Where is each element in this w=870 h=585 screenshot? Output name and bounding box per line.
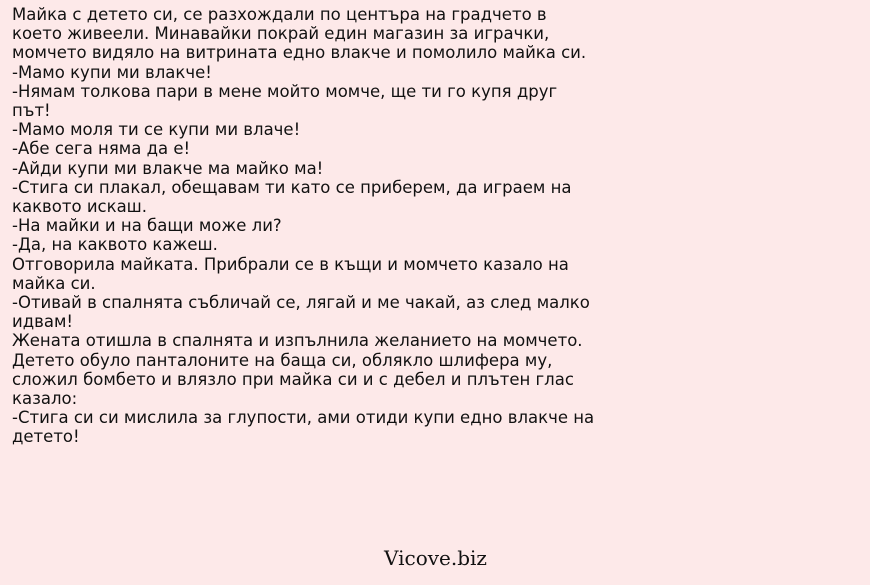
joke-line: -Мамо моля ти се купи ми влаче! bbox=[12, 120, 301, 140]
joke-line: -Стига си си мислила за глупости, ами отиди купи едно влакче на bbox=[12, 408, 595, 428]
joke-text bbox=[12, 5, 862, 447]
joke-line: каквото искаш. bbox=[12, 197, 148, 217]
joke-line: -Айди купи ми влакче ма майко ма! bbox=[12, 158, 324, 178]
joke-line: идвам! bbox=[12, 312, 74, 332]
joke-line: Детето обуло панталоните на баща си, облякло шлифера му, bbox=[12, 350, 553, 370]
joke-line: -Да, на каквото кажеш. bbox=[12, 235, 218, 255]
joke-line: Майка с детето си, се разхождали по центъра на градчето в bbox=[12, 5, 547, 24]
joke-line: -Мамо купи ми влакче! bbox=[12, 62, 212, 82]
joke-line: което живеели. Минавайки покрай един магазин за играчки, bbox=[12, 24, 550, 44]
joke-line: -Стига си плакал, обещавам ти като се приберем, да играем на bbox=[12, 177, 572, 197]
joke-line: момчето видяло на витрината едно влакче и помолило майка си. bbox=[12, 43, 587, 63]
joke-line: казало: bbox=[12, 389, 78, 409]
joke-line: -На майки и на бащи може ли? bbox=[12, 216, 282, 236]
joke-line: сложил бомбето и влязло при майка си и с дебел и плътен глас bbox=[12, 369, 574, 389]
joke-line: детето! bbox=[12, 427, 80, 447]
joke-line: път! bbox=[12, 101, 51, 121]
joke-line: Жената отишла в спалнята и изпълнила желанието на момчето. bbox=[12, 331, 583, 351]
site-watermark: Vicove.biz bbox=[384, 546, 487, 570]
joke-line: майка си. bbox=[12, 273, 96, 293]
joke-line: -Нямам толкова пари в мене мойто момче, ще ти го купя друг bbox=[12, 81, 558, 101]
joke-line: -Отивай в спалнята събличай се, лягай и ме чакай, аз след малко bbox=[12, 293, 590, 313]
joke-line: Отговорила майката. Прибрали се в къщи и момчето казало на bbox=[12, 254, 569, 274]
joke-line: -Абе сега няма да е! bbox=[12, 139, 191, 159]
